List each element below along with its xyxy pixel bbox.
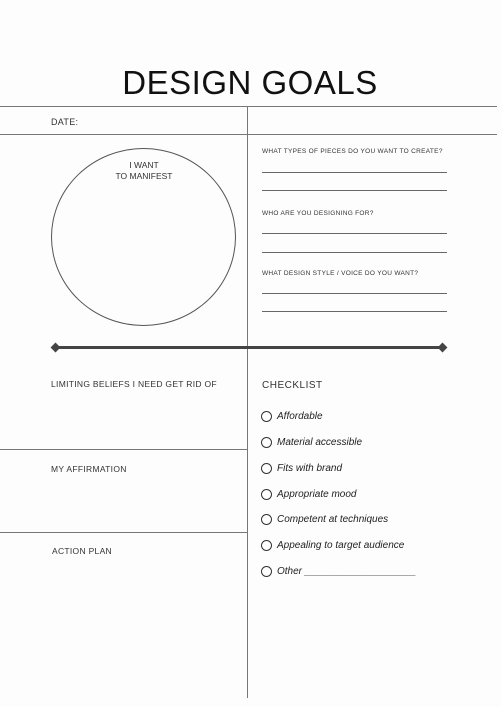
checklist-item-label: Fits with brand <box>277 462 343 474</box>
answer-line-style-1[interactable] <box>262 293 447 294</box>
checklist-item[interactable] <box>261 562 416 580</box>
checkbox-circle-icon[interactable] <box>261 411 272 422</box>
checkbox-circle-icon[interactable] <box>261 540 272 551</box>
checkbox-circle-icon[interactable] <box>261 489 272 500</box>
checkbox-circle-icon[interactable] <box>261 514 272 525</box>
checklist-heading: CHECKLIST <box>262 380 323 391</box>
checklist-item[interactable] <box>261 485 357 503</box>
timeline-bar <box>55 346 443 349</box>
checkbox-circle-icon[interactable] <box>261 437 272 448</box>
checklist-item-label: Affordable <box>277 410 323 422</box>
manifest-line-1: I WANT <box>129 160 159 170</box>
checklist-item[interactable] <box>261 536 404 554</box>
checklist-item-label: Competent at techniques <box>277 513 389 525</box>
limiting-beliefs-divider <box>0 449 247 450</box>
answer-line-pieces-2[interactable] <box>262 190 447 191</box>
question-pieces: WHAT TYPES OF PIECES DO YOU WANT TO CREATE? <box>262 148 443 155</box>
date-field[interactable] <box>249 108 495 133</box>
checklist-item[interactable] <box>261 433 362 451</box>
checklist-item[interactable] <box>261 459 342 477</box>
checklist-item[interactable] <box>261 407 323 425</box>
question-audience: WHO ARE YOU DESIGNING FOR? <box>262 210 374 217</box>
manifest-heading <box>100 160 188 182</box>
checklist-item-label: Appropriate mood <box>277 488 357 500</box>
date-label: DATE: <box>51 117 79 127</box>
affirmation-area[interactable] <box>2 476 246 531</box>
center-divider <box>247 106 248 698</box>
checklist-item[interactable] <box>261 510 388 528</box>
checklist-item-label: Other ____________________ <box>277 565 417 577</box>
answer-line-audience-1[interactable] <box>262 233 447 234</box>
answer-line-style-2[interactable] <box>262 311 447 312</box>
checklist-item-label: Material accessible <box>277 436 363 448</box>
checkbox-circle-icon[interactable] <box>261 566 272 577</box>
page-title: DESIGN GOALS <box>122 64 378 101</box>
action-plan-label: ACTION PLAN <box>52 546 112 556</box>
limiting-beliefs-label: LIMITING BELIEFS I NEED GET RID OF <box>51 379 217 389</box>
answer-line-pieces-1[interactable] <box>262 172 447 173</box>
affirmation-label: MY AFFIRMATION <box>51 464 127 474</box>
manifest-line-2: TO MANIFEST <box>115 171 173 181</box>
checklist-item-label: Appealing to target audience <box>277 539 405 551</box>
affirmation-divider <box>0 532 247 533</box>
timeline-end-diamond-icon <box>438 343 448 353</box>
answer-line-audience-2[interactable] <box>262 252 447 253</box>
checkbox-circle-icon[interactable] <box>261 463 272 474</box>
header-bottom-divider <box>0 134 497 135</box>
limiting-beliefs-area[interactable] <box>2 392 246 448</box>
header-top-divider <box>0 106 497 107</box>
timeline-start-diamond-icon <box>51 343 61 353</box>
question-style: WHAT DESIGN STYLE / VOICE DO YOU WANT? <box>262 270 419 277</box>
action-plan-area[interactable] <box>2 558 246 696</box>
